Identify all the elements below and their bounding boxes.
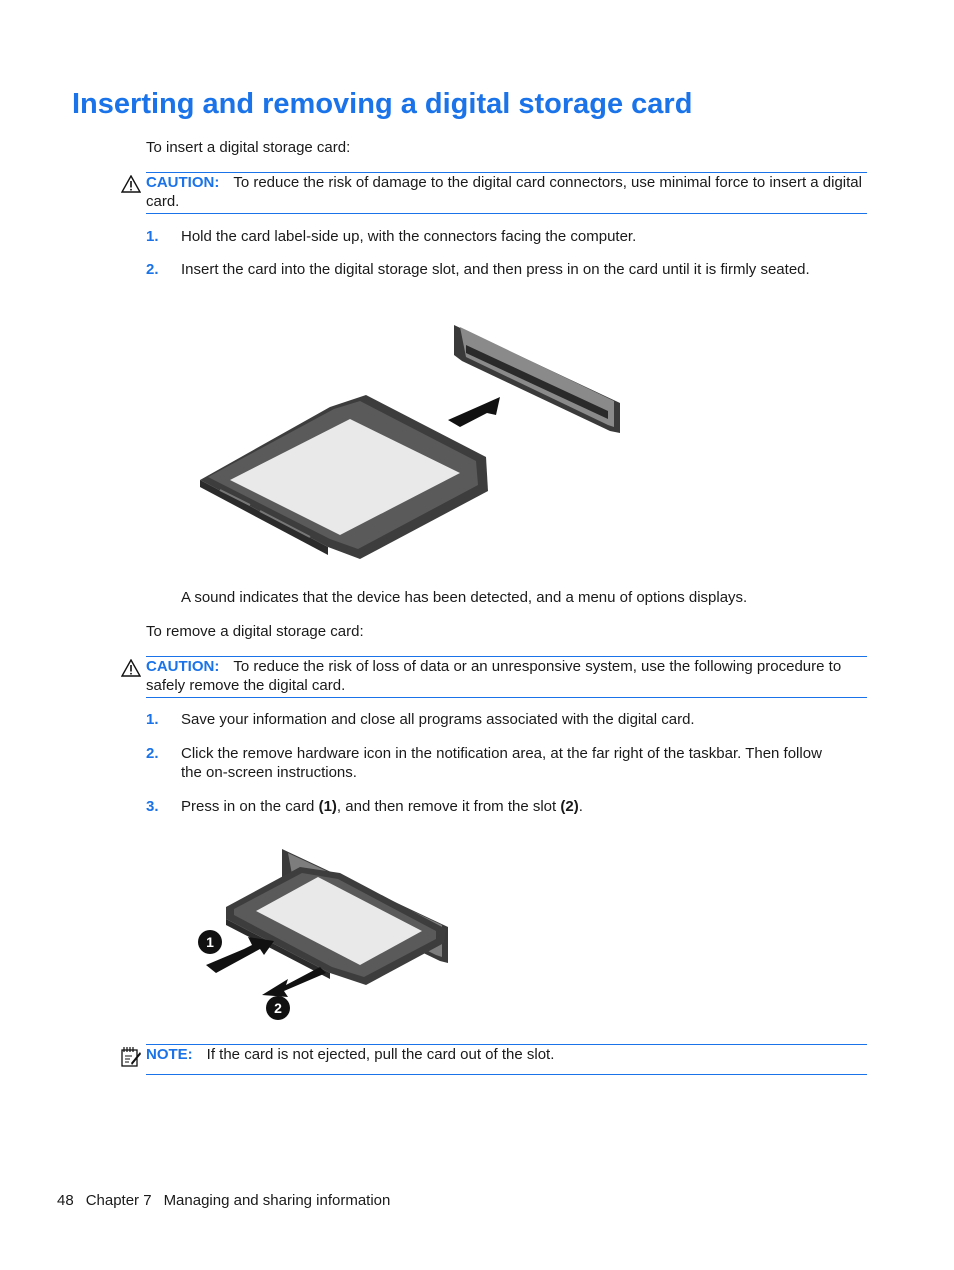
step-number: 2.: [146, 261, 159, 278]
insert-step-1: [146, 227, 866, 246]
step-text: [181, 797, 866, 816]
step-text-pre: Press in on the card: [181, 798, 319, 815]
insert-card-illustration: [190, 315, 640, 570]
step-number: 1.: [146, 228, 159, 245]
note-label: NOTE:: [146, 1046, 193, 1063]
step-number: 1.: [146, 711, 159, 728]
remove-card-illustration: [190, 845, 460, 1025]
callout-2-label: 2: [274, 1000, 282, 1016]
warning-icon: [121, 659, 141, 677]
insert-step-2: [146, 260, 866, 279]
note-text: If the card is not ejected, pull the card out of the slot.: [206, 1046, 555, 1063]
chapter-label: Chapter 7: [85, 1192, 152, 1209]
step-text-post: .: [578, 798, 583, 815]
section-label: Managing and sharing information: [163, 1192, 391, 1209]
caution-text: To reduce the risk of loss of data or an unresponsive system, use the following procedure to safely remove the digital card.: [146, 658, 842, 694]
step-text: Click the remove hardware icon in the notification area, at the far right of the taskbar. Then follow the on-screen instructions.: [181, 745, 822, 781]
remove-step-1: [146, 710, 866, 729]
remove-step-3: [146, 797, 866, 816]
step-text: Hold the card label-side up, with the connectors facing the computer.: [181, 228, 637, 245]
caution-box-remove: [146, 656, 867, 698]
step-number: 2.: [146, 745, 159, 762]
warning-icon: [121, 175, 141, 193]
page-title: Inserting and removing a digital storage card: [72, 88, 693, 120]
note-pad-icon: [120, 1046, 142, 1068]
caution-label: CAUTION:: [146, 658, 220, 675]
callout-ref-1: (1): [318, 798, 337, 815]
page-footer: [57, 1192, 402, 1209]
step-text: Save your information and close all programs associated with the digital card.: [181, 711, 695, 728]
note-box: [146, 1044, 867, 1075]
after-insert-text: A sound indicates that the device has been detected, and a menu of options displays.: [181, 589, 748, 606]
remove-step-2: [146, 744, 836, 782]
step-text-mid: , and then remove it from the slot: [336, 798, 561, 815]
insert-intro: To insert a digital storage card:: [146, 139, 351, 156]
caution-label: CAUTION:: [146, 174, 220, 191]
caution-box-insert: [146, 172, 867, 214]
step-text: Insert the card into the digital storage slot, and then press in on the card until it is firmly seated.: [181, 261, 810, 278]
step-number: 3.: [146, 798, 159, 815]
caution-text: To reduce the risk of damage to the digital card connectors, use minimal force to insert a digital card.: [146, 174, 862, 210]
callout-ref-2: (2): [560, 798, 579, 815]
page-number: 48: [57, 1192, 74, 1209]
remove-intro: To remove a digital storage card:: [146, 623, 364, 640]
callout-1-label: 1: [206, 934, 214, 950]
